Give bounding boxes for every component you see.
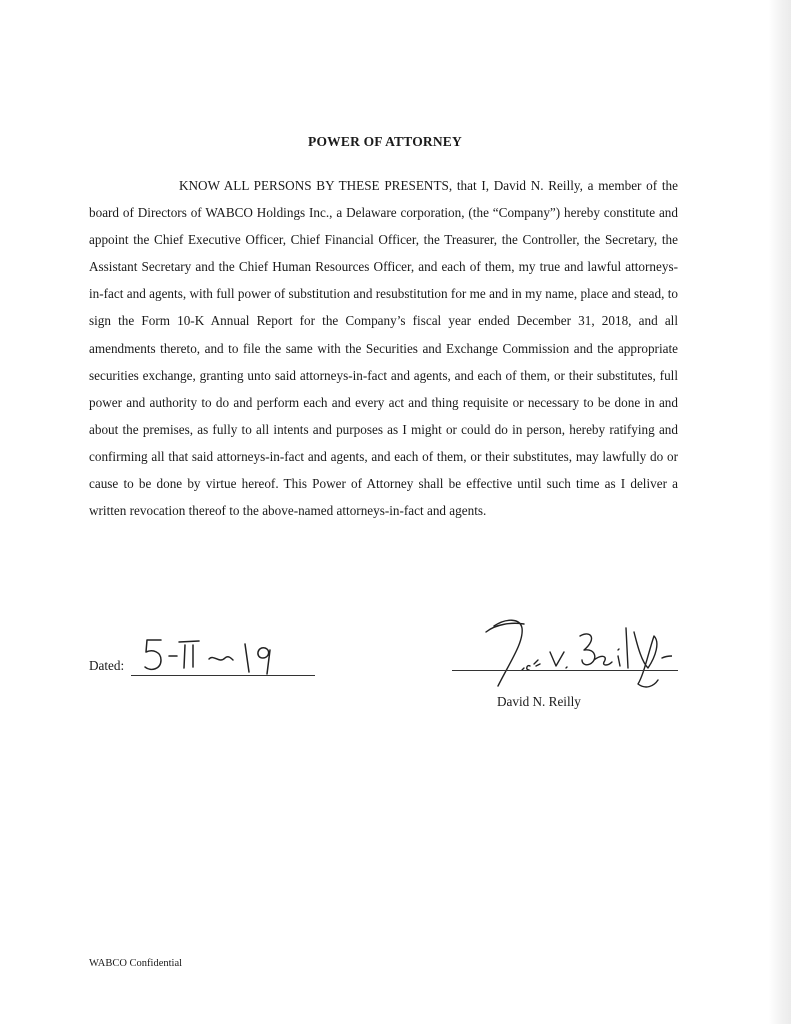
body-text: KNOW ALL PERSONS BY THESE PRESENTS, that I, David N. Reilly, a member of the board of Directors of WABCO Holdings Inc., a Delaware corporation, (the “Company”) hereby constitute and appoint the Chief Executive Officer, Chief Financial Officer, the Treasurer, the Controller, the Secretary, the Assistant Secretary and the Chief Human Resources Officer, and each of them, my true and lawful attorneys-in-fact and agents, with full power of substitution and resubstitution for me and in my name, place and stead, to sign the Form 10-K Annual Report for the Company’s fiscal year ended December 31, 2018, and all amendments thereto, and to file the same with the Securities and Exchange Commission and the appropriate securities exchange, granting unto said attorneys-in-fact and agents, and each of them, or their substitutes, full power and authority to do and perform each and every act and thing requisite or necessary to be done in and about the premises, as fully to all intents and purposes as I might or could do in person, hereby ratifying and confirming all that said attorneys-in-fact and agents, and each of them, or their substitutes, may lawfully do or cause to be done by virtue hereof. This Power of Attorney shall be effective until such time as I deliver a written revocation thereof to the above-named attorneys-in-fact and agents. <box>89 178 678 519</box>
signatory-name: David N. Reilly <box>497 694 581 709</box>
scan-shadow-edge <box>769 0 791 1024</box>
document-title: POWER OF ATTORNEY <box>308 134 462 149</box>
handwritten-date <box>141 632 291 678</box>
body-paragraph <box>89 172 678 524</box>
dated-field <box>89 632 329 682</box>
signature-underline <box>452 670 678 671</box>
footer-confidential: WABCO Confidential <box>89 958 183 969</box>
dated-underline <box>131 675 315 676</box>
dated-label: Dated: <box>89 658 125 673</box>
handwritten-signature <box>472 612 672 690</box>
signature-block <box>452 612 682 722</box>
